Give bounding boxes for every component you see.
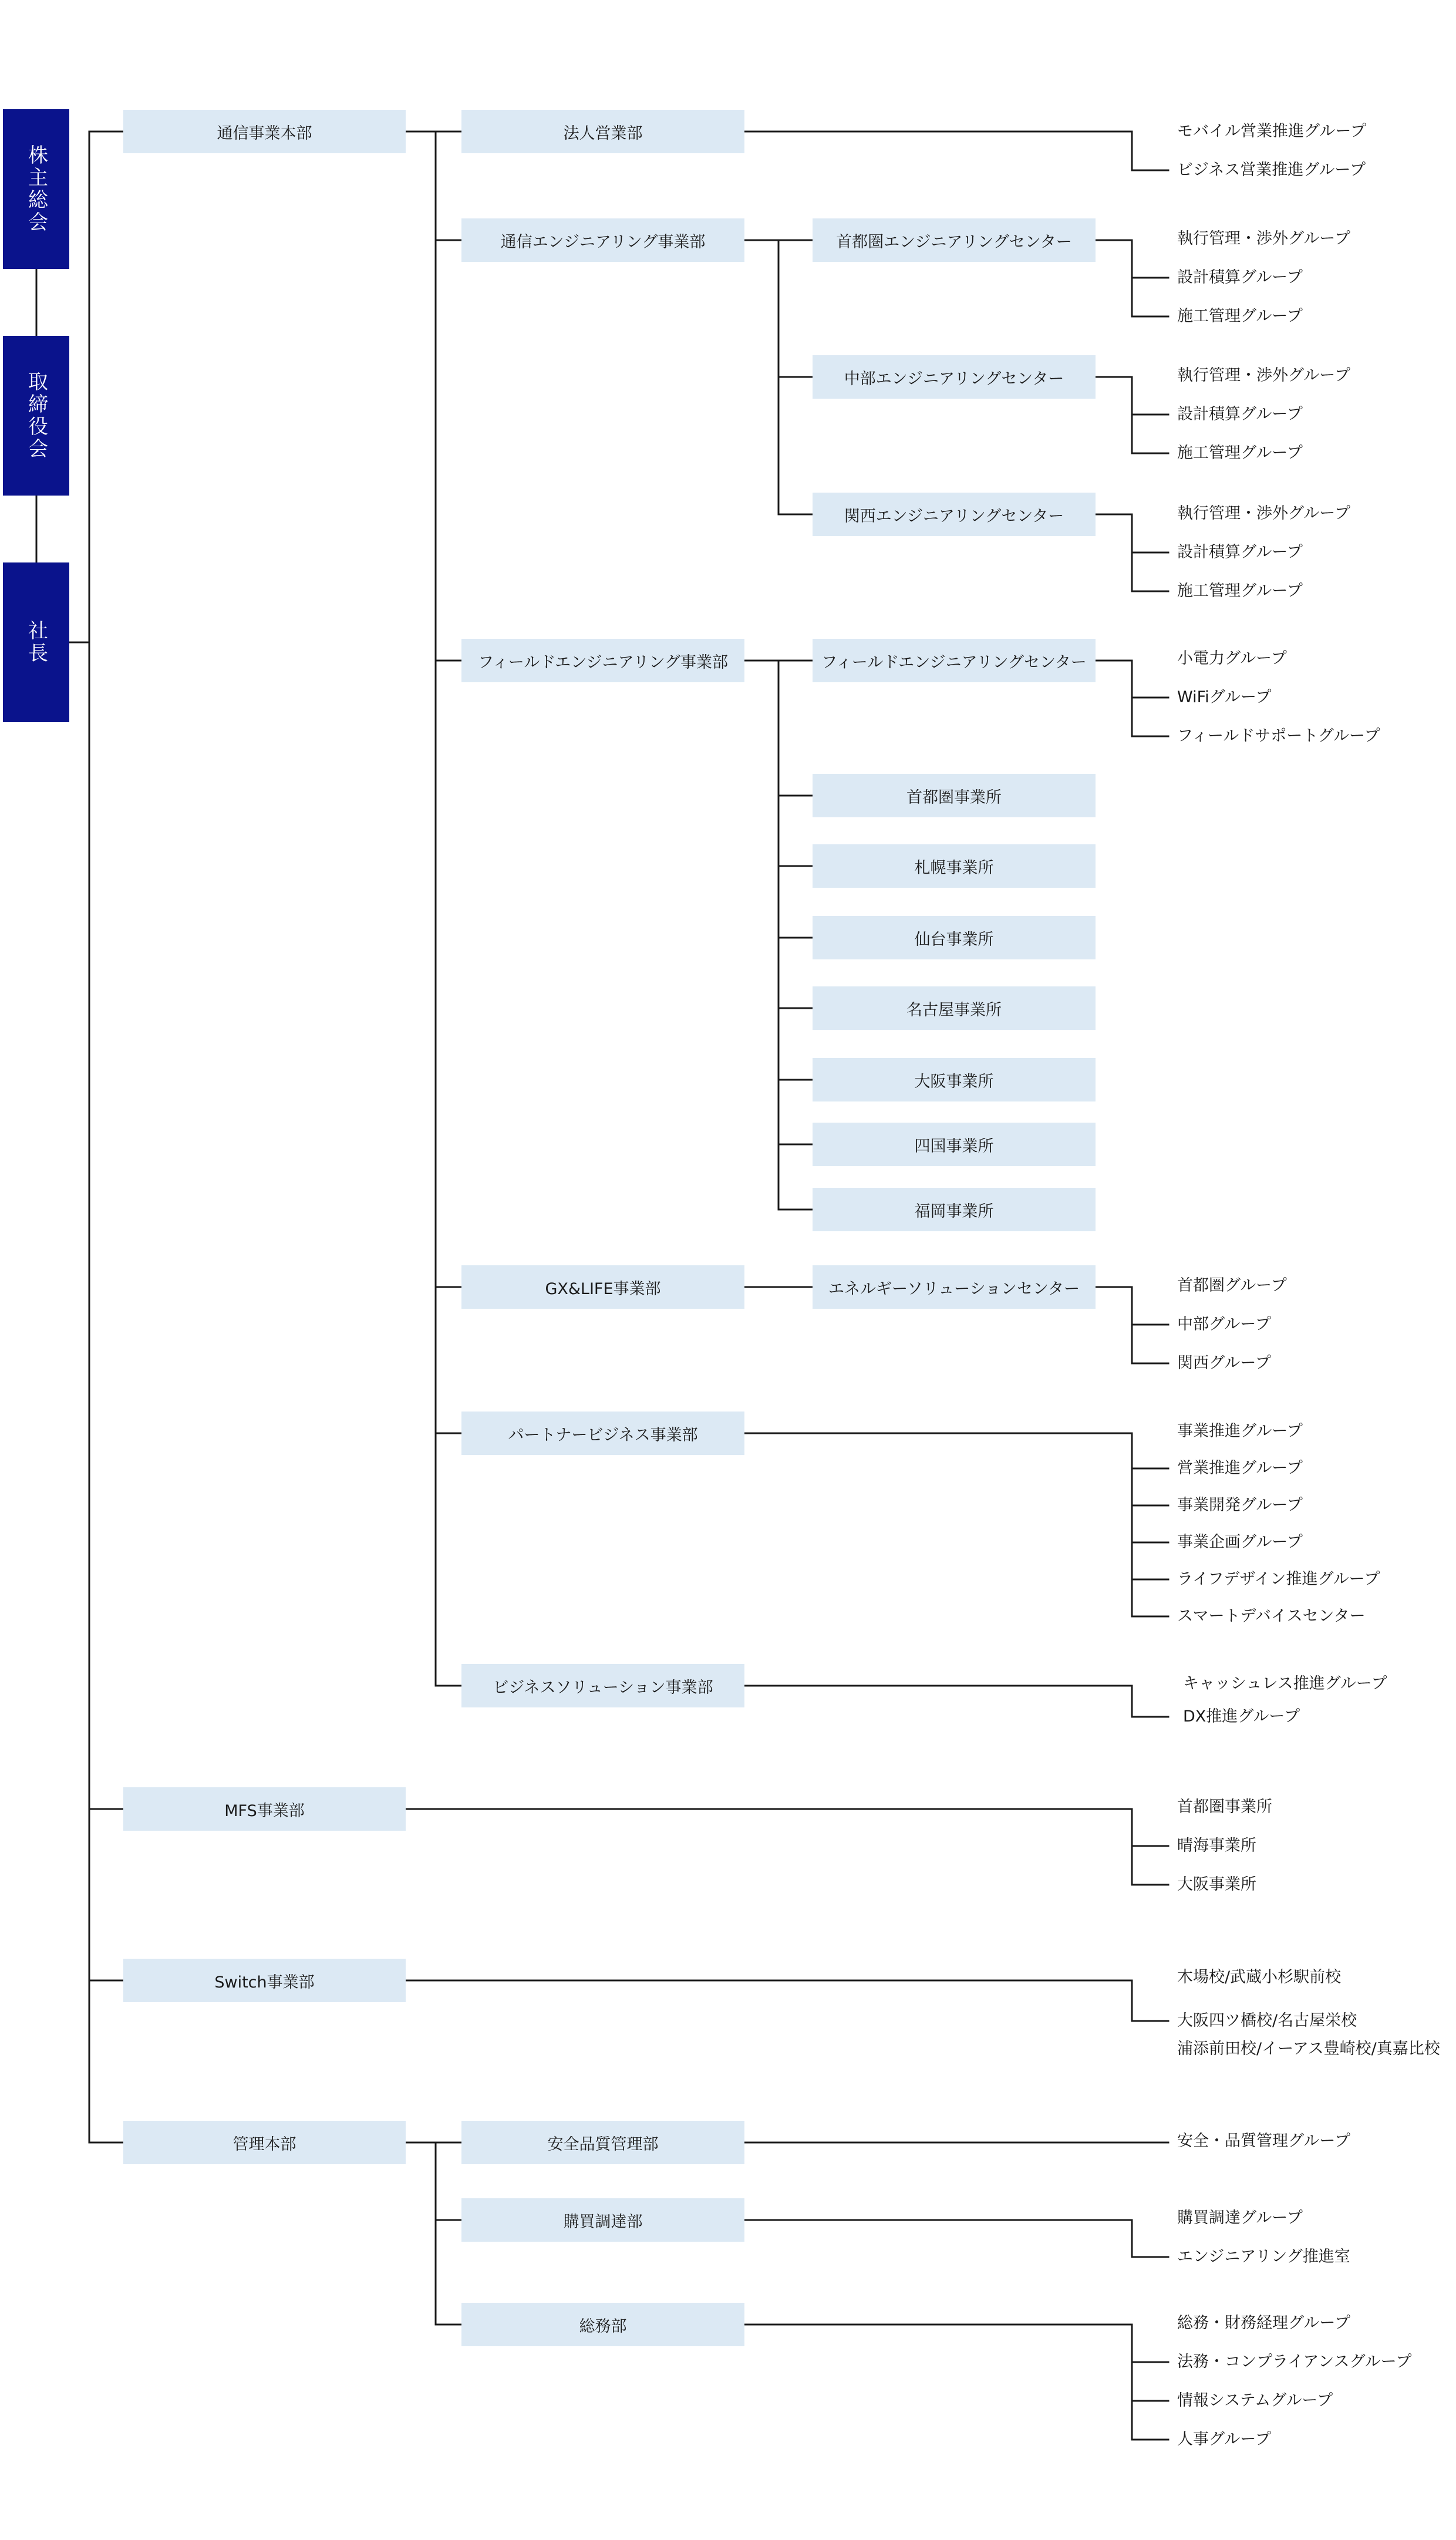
group-item: 浦添前田校/イーアス豊崎校/真嘉比校 xyxy=(1177,2040,1440,2058)
group-item: 大阪四ツ橋校/名古屋栄校 xyxy=(1177,2012,1357,2030)
dept-biz-solution: ビジネスソリューション事業部 xyxy=(461,1664,744,1707)
division-tsushin: 通信事業本部 xyxy=(123,110,406,153)
dept-field-eng: フィールドエンジニアリング事業部 xyxy=(461,639,744,682)
group-item: DX推進グループ xyxy=(1183,1707,1300,1726)
group-item: WiFiグループ xyxy=(1177,688,1272,706)
dept-hojin: 法人営業部 xyxy=(461,110,744,153)
group-item: 中部グループ xyxy=(1177,1315,1271,1333)
group-item: 事業開発グループ xyxy=(1177,1496,1303,1514)
center-chubu-eng: 中部エンジニアリングセンター xyxy=(813,355,1096,399)
group-item: ビジネス営業推進グループ xyxy=(1177,161,1366,179)
group-item: 執行管理・渉外グループ xyxy=(1177,230,1350,248)
group-item: 晴海事業所 xyxy=(1177,1837,1256,1855)
dept-somu: 総務部 xyxy=(461,2303,744,2346)
center-energy: エネルギーソリューションセンター xyxy=(813,1265,1096,1309)
group-item: 営業推進グループ xyxy=(1177,1459,1303,1477)
group-item: 総務・財務経理グループ xyxy=(1177,2314,1350,2332)
dept-kobai: 購買調達部 xyxy=(461,2198,744,2242)
group-item: 設計積算グループ xyxy=(1177,268,1303,287)
group-item: 法務・コンプライアンスグループ xyxy=(1177,2353,1412,2371)
office-item: 大阪事業所 xyxy=(813,1058,1096,1101)
group-item: 執行管理・渉外グループ xyxy=(1177,504,1350,523)
group-item: 事業推進グループ xyxy=(1177,1422,1303,1440)
division-mfs: MFS事業部 xyxy=(123,1787,406,1831)
center-kansai-eng: 関西エンジニアリングセンター xyxy=(813,493,1096,536)
group-item: 木場校/武蔵小杉駅前校 xyxy=(1177,1968,1342,1986)
group-item: 執行管理・渉外グループ xyxy=(1177,366,1350,385)
president-box: 社長 xyxy=(3,562,69,722)
group-item: 施工管理グループ xyxy=(1177,307,1303,325)
group-item: 事業企画グループ xyxy=(1177,1533,1303,1551)
group-item: フィールドサポートグループ xyxy=(1177,727,1380,745)
division-switch: Switch事業部 xyxy=(123,1959,406,2002)
group-item: キャッシュレス推進グループ xyxy=(1183,1675,1387,1693)
group-item: 施工管理グループ xyxy=(1177,444,1303,462)
group-item: 安全・品質管理グループ xyxy=(1177,2132,1350,2150)
group-item: 大阪事業所 xyxy=(1177,1875,1256,1894)
center-field-eng: フィールドエンジニアリングセンター xyxy=(813,639,1096,682)
group-item: 情報システムグループ xyxy=(1177,2391,1333,2410)
group-item: 首都圏グループ xyxy=(1177,1276,1287,1295)
group-item: モバイル営業推進グループ xyxy=(1177,122,1366,140)
dept-partner: パートナービジネス事業部 xyxy=(461,1412,744,1455)
group-item: 設計積算グループ xyxy=(1177,543,1303,561)
group-item: ライフデザイン推進グループ xyxy=(1177,1570,1380,1588)
group-item: スマートデバイスセンター xyxy=(1177,1607,1366,1625)
office-item: 仙台事業所 xyxy=(813,916,1096,959)
office-item: 札幌事業所 xyxy=(813,844,1096,888)
office-item: 名古屋事業所 xyxy=(813,986,1096,1030)
division-kanri: 管理本部 xyxy=(123,2121,406,2164)
group-item: 設計積算グループ xyxy=(1177,405,1303,423)
group-item: 小電力グループ xyxy=(1177,649,1287,668)
dept-gx-life: GX&LIFE事業部 xyxy=(461,1265,744,1309)
group-item: エンジニアリング推進室 xyxy=(1177,2248,1350,2266)
group-item: 人事グループ xyxy=(1177,2430,1271,2448)
office-item: 首都圏事業所 xyxy=(813,774,1096,817)
shareholders-meeting-box: 株主総会 xyxy=(3,109,69,269)
group-item: 関西グループ xyxy=(1177,1354,1271,1372)
office-item: 福岡事業所 xyxy=(813,1188,1096,1231)
dept-tsushin-eng: 通信エンジニアリング事業部 xyxy=(461,218,744,262)
group-item: 購買調達グループ xyxy=(1177,2209,1303,2227)
group-item: 施工管理グループ xyxy=(1177,582,1303,600)
board-of-directors-box: 取締役会 xyxy=(3,336,69,496)
center-shutoken-eng: 首都圏エンジニアリングセンター xyxy=(813,218,1096,262)
office-item: 四国事業所 xyxy=(813,1123,1096,1166)
group-item: 首都圏事業所 xyxy=(1177,1798,1272,1816)
dept-anzen: 安全品質管理部 xyxy=(461,2121,744,2164)
